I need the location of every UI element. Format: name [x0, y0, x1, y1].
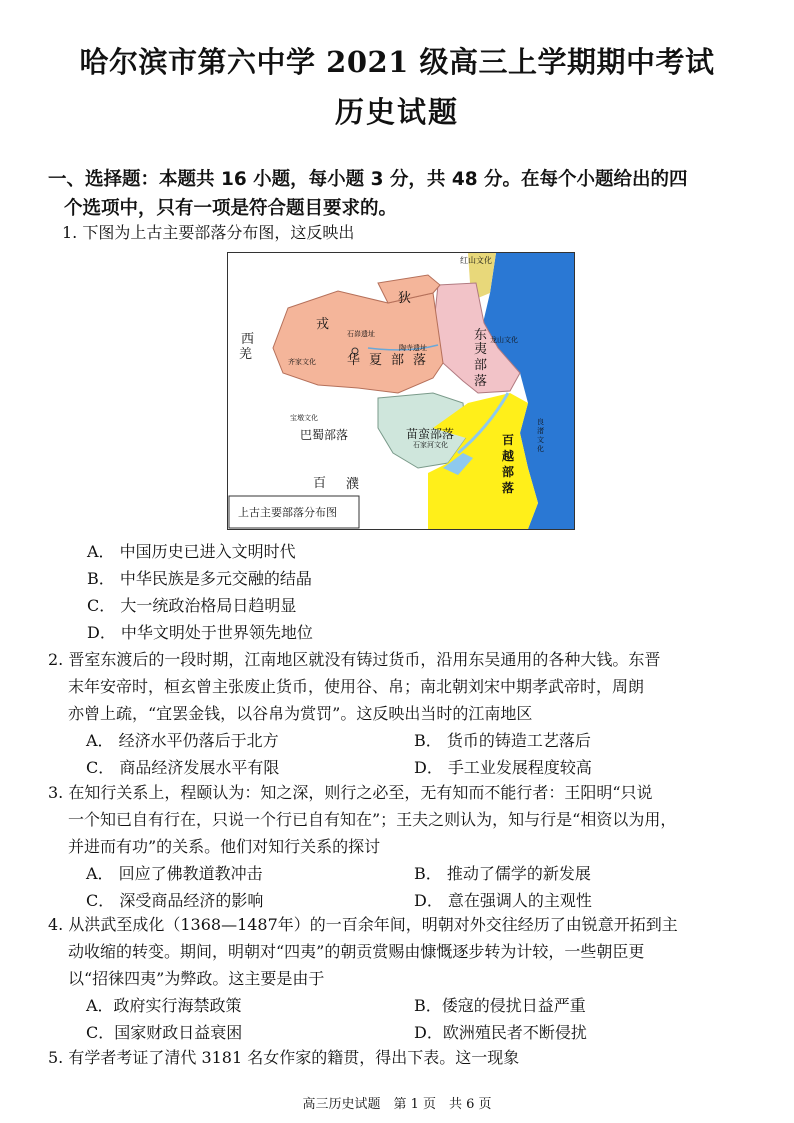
- label-dong: 东: [474, 328, 488, 343]
- label-xi: 西: [241, 332, 255, 347]
- label-yue: 越: [502, 449, 515, 463]
- section-heading-line1: 一、选择题：本题共 16 小题，每小题 3 分，共 48 分。在每个小题给出的四: [48, 169, 688, 190]
- exam-title: 哈尔滨市第六中学 2021 级高三上学期期中考试: [79, 45, 715, 79]
- q2-option-d[interactable]: D． 手工业发展程度较高: [414, 758, 592, 777]
- question-5: [48, 1044, 748, 1071]
- map-caption: 上古主要部落分布图: [238, 506, 337, 519]
- q4-option-b[interactable]: B．倭寇的侵扰日益严重: [414, 996, 586, 1015]
- question-2-line3: 亦曾上疏，“宜罢金钱，以谷帛为赏罚”。这反映出当时的江南地区: [68, 704, 533, 723]
- label-bu-dongyi: 部: [474, 358, 488, 373]
- label-liangzhu: 良渚文化: [537, 418, 544, 453]
- q1-option-d[interactable]: D． 中华文明处于世界领先地位: [87, 623, 313, 642]
- q1-option-a[interactable]: A． 中国历史已进入文明时代: [87, 542, 296, 561]
- label-hua: 华: [347, 353, 361, 368]
- q2-option-a[interactable]: A． 经济水平仍落后于北方: [86, 731, 279, 750]
- q3-option-d[interactable]: D． 意在强调人的主观性: [414, 891, 592, 910]
- q1-option-c[interactable]: C． 大一统政治格局日趋明显: [87, 596, 297, 615]
- q1-option-b[interactable]: B． 中华民族是多元交融的结晶: [87, 569, 312, 588]
- question-2: [48, 646, 748, 781]
- label-longshan: 龙山文化: [490, 336, 518, 344]
- q4-option-d[interactable]: D．欧洲殖民者不断侵扰: [414, 1023, 587, 1042]
- question-3-line2: 一个知已自有行在，只说一个行已自有知在”；王夫之则认为，知与行是“相资以为用，: [68, 810, 677, 829]
- label-bai-yue: 百: [502, 433, 515, 447]
- question-4-stem: 4. 从洪武至成化（1368—1487年）的一百余年间，明朝对外交往经历了由锐意开拓到主: [48, 915, 678, 934]
- question-3: [48, 779, 748, 914]
- question-2-line2: 末年安帝时，桓玄曾主张废止货币，使用谷、帛；南北朝刘宋中期孝武帝时，周朗: [68, 677, 645, 696]
- label-luo-huaxia: 落: [413, 353, 427, 368]
- question-5-stem: 5. 有学者考证了清代 3181 名女作家的籍贯，得出下表。这一现象: [48, 1048, 520, 1067]
- huaxia-region: [273, 291, 443, 393]
- section-heading-line2: 个选项中，只有一项是符合题目要求的。: [64, 198, 398, 219]
- label-bai: 百: [313, 476, 327, 491]
- label-shijiahe: 石家河文化: [413, 441, 448, 449]
- q3-option-c[interactable]: C． 深受商品经济的影响: [86, 891, 264, 910]
- label-qijia: 齐家文化: [288, 358, 316, 366]
- label-bu-baiyue: 部: [502, 465, 515, 479]
- label-miaoman: 苗蛮部落: [406, 427, 455, 441]
- page-footer: 高三历史试题 第 1 页 共 6 页: [302, 1097, 492, 1112]
- q3-option-a[interactable]: A． 回应了佛教道教冲击: [86, 864, 263, 883]
- question-2-stem: 2. 晋室东渡后的一段时期，江南地区就没有铸过货币，沿用东吴通用的各种大钱。东晋: [48, 650, 661, 669]
- label-luo-dongyi: 落: [474, 374, 488, 389]
- label-baodun: 宝墩文化: [290, 414, 318, 422]
- q3-option-b[interactable]: B． 推动了儒学的新发展: [414, 864, 591, 883]
- section-heading: [48, 165, 748, 223]
- label-qiang: 羌: [239, 347, 253, 362]
- question-4: [48, 911, 748, 1046]
- label-pu: 濮: [346, 477, 360, 492]
- question-1-options: [87, 538, 313, 646]
- label-shimao: 石峁遗址: [347, 330, 375, 338]
- question-4-line3: 以“招徕四夷”为弊政。这主要是由于: [68, 969, 325, 988]
- exam-subtitle: 历史试题: [334, 95, 459, 129]
- label-xia: 夏: [369, 353, 383, 368]
- question-3-line3: 并进而有功”的关系。他们对知行关系的探讨: [68, 837, 381, 856]
- q2-option-c[interactable]: C． 商品经济发展水平有限: [86, 758, 280, 777]
- label-rong: 戎: [316, 317, 330, 332]
- tribe-distribution-map: [227, 252, 575, 530]
- label-hongshan: 红山文化: [460, 256, 492, 265]
- q4-option-a[interactable]: A．政府实行海禁政策: [86, 996, 242, 1015]
- question-3-stem: 3. 在知行关系上，程颐认为：知之深，则行之必至，无有知而不能行者：王阳明“只说: [48, 783, 653, 802]
- q4-option-c[interactable]: C．国家财政日益衰困: [86, 1023, 243, 1042]
- question-1-stem: 1. 下图为上古主要部落分布图，这反映出: [62, 223, 355, 242]
- label-yi: 夷: [474, 342, 488, 357]
- label-luo-baiyue: 落: [502, 481, 515, 495]
- q2-option-b[interactable]: B． 货币的铸造工艺落后: [414, 731, 591, 750]
- label-bu-huaxia: 部: [391, 353, 405, 368]
- label-di: 狄: [398, 291, 412, 306]
- label-bashu: 巴蜀部落: [300, 428, 349, 442]
- label-taosi: 陶寺遗址: [399, 344, 427, 352]
- question-4-line2: 动收缩的转变。期间，明朝对“四夷”的朝贡赏赐由慷慨逐步转为计较，一些朝臣更: [68, 942, 645, 961]
